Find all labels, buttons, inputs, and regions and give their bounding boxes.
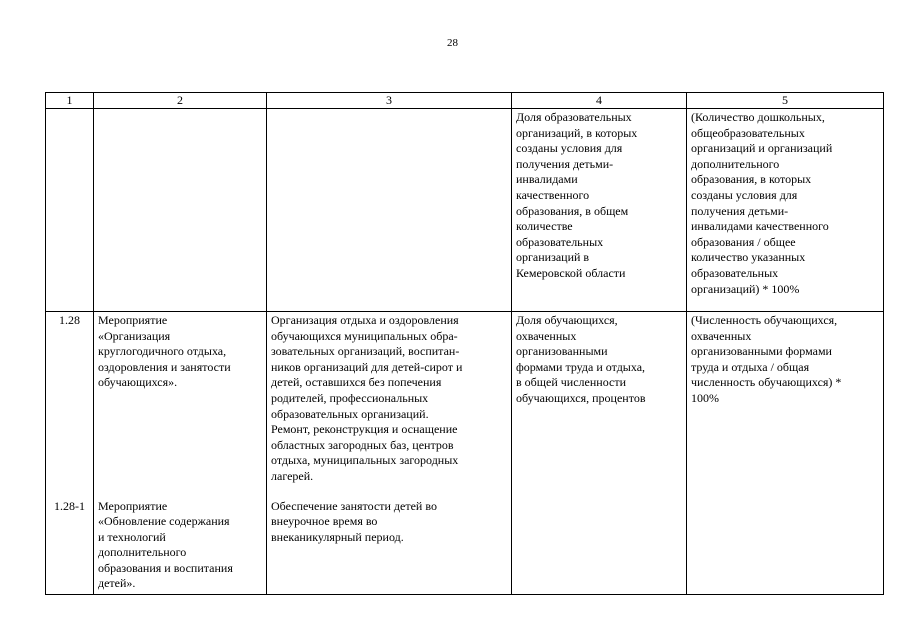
cell-event [94,312,267,498]
column-header-4: 4 [512,93,687,109]
column-header-5: 5 [687,93,884,109]
page-number: 28 [447,37,458,49]
formula-text: (Численность обучающихся, охваченных организованными формами труда и отдыха / общая численность обучающихся) * 100% [691,313,842,405]
content-text: Организация отдыха и оздоровления обучающихся муниципальных обра- зовательных организаций, воспитан- ников организаций для детей-сирот и детей, оставшихся без попечения родителей, профессиональных образовательных организаций. Ремонт, реконструкция и оснащение областных загородных баз, центров отдыха, муниципальных загородных лагерей. [271,313,463,483]
formula-text: (Количество дошкольных, общеобразовательных организаций и организаций дополнительного образования, в которых созданы условия для получения детьми- инвалидами качественного образования / общее количество указанных образовательных организаций) * 100% [691,110,833,296]
event-text: Мероприятие «Обновление содержания и технологий дополнительного образования и воспитания детей». [98,498,233,591]
cell-content [267,109,512,312]
cell-content [267,312,512,498]
cell-event [94,498,267,595]
column-header-2: 2 [94,93,267,109]
event-text: Мероприятие «Организация круглогодичного отдыха, оздоровления и занятости обучающихся». [98,313,231,390]
row-number: 1.28 [59,313,80,327]
indicator-text: Доля образовательных организаций, в которых созданы условия для получения детьми- инвалидами качественного образования, в общем количестве образовательных организаций в Кемеровской области [516,110,638,280]
indicator-text: Доля обучающихся, охваченных организованными формами труда и отдыха, в общей численности обучающихся, процентов [516,313,646,405]
content-text: Обеспечение занятости детей во внеурочное время во внеканикулярный период. [271,498,437,544]
indicators-table [45,92,884,595]
cell-content [267,498,512,595]
table-row [46,312,884,498]
column-header-1: 1 [46,93,94,109]
cell-number [46,498,94,595]
cell-number [46,312,94,498]
cell-indicator [512,109,687,312]
row-number: 1.28-1 [54,498,85,513]
cell-indicator [512,312,687,595]
column-header-3: 3 [267,93,512,109]
cell-formula [687,312,884,595]
cell-formula [687,109,884,312]
cell-event [94,109,267,312]
cell-number [46,109,94,312]
header-row [46,93,884,109]
table-row-continuation [46,109,884,312]
